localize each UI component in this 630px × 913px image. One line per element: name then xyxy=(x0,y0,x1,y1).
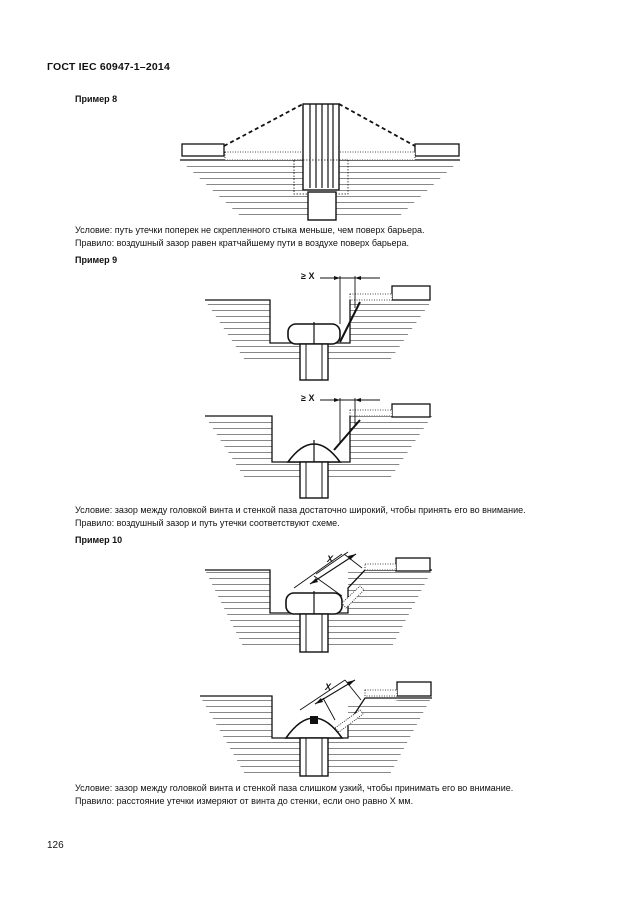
example-9-figure-top xyxy=(200,268,440,386)
creepage-path-left xyxy=(224,104,303,146)
example-10-bottom-dim-label: X xyxy=(325,682,332,692)
example-8-figure xyxy=(170,100,470,224)
example-10-figure-top xyxy=(200,548,440,658)
example-10-title: Пример 10 xyxy=(75,535,123,545)
page-number: 126 xyxy=(47,840,64,851)
example-9-top-dim-label: ≥ X xyxy=(301,271,315,281)
example-8-rule: Правило: воздушный зазор равен кратчайшему пути в воздухе поверх барьера. xyxy=(75,238,410,248)
example-9-bottom-dim-label: ≥ X xyxy=(301,393,315,403)
example-10-top-dim-label: X xyxy=(327,554,334,564)
example-10-rule: Правило: расстояние утечки измеряют от винта до стенки, если оно равно X мм. xyxy=(75,796,414,806)
right-barrier-block xyxy=(415,144,459,156)
example-9-rule: Правило: воздушный зазор и путь утечки соответствуют схеме. xyxy=(75,518,340,528)
left-barrier-block xyxy=(182,144,224,156)
example-9-title: Пример 9 xyxy=(75,255,118,265)
example-8-condition: Условие: путь утечки поперек не скрепленного стыка меньше, чем поверх барьера. xyxy=(75,225,425,235)
example-9-figure-bottom xyxy=(200,398,440,502)
example-10-condition: Условие: зазор между головкой винта и стенкой паза слишком узкий, чтобы принимать его во внимание. xyxy=(75,783,514,793)
barrier-post xyxy=(303,104,339,190)
creepage-path-right xyxy=(339,104,415,146)
example-9-condition: Условие: зазор между головкой винта и стенкой паза достаточно широкий, чтобы принять его во внимание. xyxy=(75,505,526,515)
example-10-figure-bottom xyxy=(195,676,440,780)
document-header: ГОСТ IEC 60947-1–2014 xyxy=(47,61,170,73)
example-8-title: Пример 8 xyxy=(75,94,118,104)
